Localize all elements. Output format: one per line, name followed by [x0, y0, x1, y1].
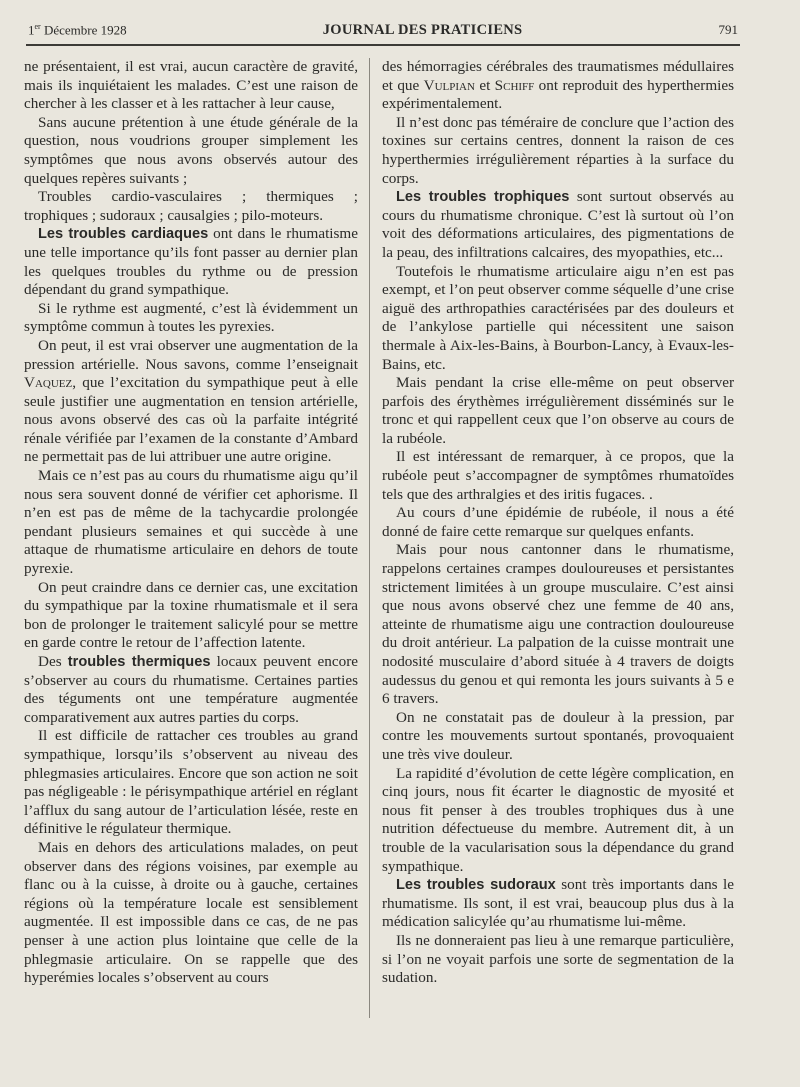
- paragraph: des hémorragies cérébrales des traumatismes médullaires et que Vulpian et Schiff ont reproduit des hyperthermies expérimentalement.: [382, 58, 735, 113]
- paragraph: On peut, il est vrai observer une augmentation de la pression artérielle. Nous savons, comme l’enseignait Vaquez, que l’excitation du sympathique peut à elle seule justifier une augmentation en tension artérielle, nous avons observé des cas où la parfaite intégrité rénale vérifiée par l’examen de la constante d’Ambard ne permettait pas de lui attribuer une autre origine.: [24, 336, 358, 466]
- paragraph: La rapidité d’évolution de cette légère complication, en cinq jours, nous fit écarter le diagnostic de myosité et nous fit penser à des troubles trophiques dus à une nutrition défectueuse du membre. Autrement dit, à un trouble de la vacularisation sous la dépendance du grand sympathique.: [382, 764, 734, 875]
- paragraph: On ne constatait pas de douleur à la pression, par contre les mouvements surtout spontanés, provoquaient une très vive douleur.: [382, 708, 734, 763]
- issue-date: 1er Décembre 1928: [28, 22, 127, 38]
- paragraph: Les troubles cardiaques ont dans le rhumatisme une telle importance qu’ils font passer au dernier plan les quelques troubles du rythme ou de pression dépendant du grand sympathique.: [24, 225, 358, 299]
- paragraph: Mais pour nous cantonner dans le rhumatisme, rappelons certaines crampes douloureuses et persistantes strictement limitées à un groupe musculaire. C’est ainsi que nous avons observé chez une femme de 40 ans, atteinte de rhumatisme aigu une contraction douloureuse du droit antérieur. La palpation de la cuisse montrait une nodosité musculaire d’abord située à 4 travers de doigts audessus du genou et qui remonta les jours suivants à 5 e 6 travers.: [382, 541, 734, 708]
- header-rule: [26, 44, 740, 46]
- paragraph: Les troubles trophiques sont surtout observés au cours du rhumatisme chronique. C’est là surtout où l’on voit des déformations articulaires, des pigmentations de la peau, des infiltrations calcaires, des myopathies, etc...: [382, 188, 735, 261]
- paragraph: Les troubles sudoraux sont très importants dans le rhumatisme. Ils sont, il est vrai, beaucoup plus dus à la médication salicylée qu’au rhumatisme lui-même.: [382, 876, 734, 931]
- paragraph: Sans aucune prétention à une étude générale de la question, nous voudrions grouper simplement les symptômes que nous avons observés autour des quelques repères suivants ;: [24, 113, 358, 187]
- paragraph: Il est difficile de rattacher ces troubles au grand sympathique, lorsqu’ils s’observent au niveau des phlegmasies articulaires. Encore que son action ne soit pas négligeable : le périsympathique artériel en réglant l’afflux du sang autour de l’articulation lésée, reste en définitive le régulateur thermique.: [24, 727, 358, 838]
- run-in-heading-trophiques: Les troubles trophiques: [396, 189, 570, 206]
- page-header: [28, 22, 738, 44]
- author-name: Schiff: [494, 76, 535, 94]
- author-name: Vulpian: [423, 76, 475, 94]
- paragraph: Mais ce n’est pas au cours du rhumatisme aigu qu’il nous sera souvent donné de vérifier cet aphorisme. Il n’en est pas de même de la tachycardie prolongée pendant plusieurs semaines et qui succède à une attaque de rhumatisme articulaire en dehors de toute pyrexie.: [24, 467, 358, 578]
- right-column: [382, 58, 734, 988]
- paragraph: Il n’est donc pas téméraire de conclure que l’action des toxines sur certains centres, donnent la raison de ces hyperthermies irrégulièrement réparties à la surface du corps.: [382, 113, 734, 187]
- paragraph: On peut craindre dans ce dernier cas, une excitation du sympathique par la toxine rhumatismale et il sera bon de prolonger le traitement salicylé pour se mettre en garde contre le retour de l’affection latente.: [24, 578, 358, 652]
- paragraph: Mais en dehors des articulations malades, on peut observer dans des régions voisines, par exemple au flanc ou à la cuisse, à droite ou à gauche, certaines régions où la température locale est sensiblement augmentée. Il est impossible dans ce cas, de ne pas penser à une action plus lointaine que celle de la phlegmasie articulaire. On se rappelle que des hyperémies locales s’observent au cours: [24, 838, 358, 987]
- paragraph: ne présentaient, il est vrai, aucun caractère de gravité, mais ils inquiétaient les malades. C’est une raison de chercher à les classer et à les rattacher à leur cause,: [24, 58, 358, 113]
- paragraph: Des troubles thermiques locaux peuvent encore s’observer au cours du rhumatisme. Certaines parties des téguments ont une température augmentée comparativement aux autres parties du corps.: [24, 653, 359, 726]
- paragraph: Il est intéressant de remarquer, à ce propos, que la rubéole peut s’accompagner de symptômes rhumatoïdes tels que des arthralgies et des iritis fugaces. .: [382, 448, 734, 503]
- paragraph: Au cours d’une épidémie de rubéole, il nous a été donné de faire cette remarque sur quelques enfants.: [382, 504, 734, 540]
- journal-title: JOURNAL DES PRATICIENS: [322, 22, 523, 39]
- column-divider: [369, 58, 370, 1018]
- paragraph: Ils ne donneraient pas lieu à une remarque particulière, si l’on ne voyait parfois une sorte de segmentation de la sudation.: [382, 931, 734, 987]
- run-in-heading-cardiaques: Les troubles cardiaques: [38, 226, 209, 243]
- page-number: 791: [718, 22, 738, 38]
- left-column: [24, 58, 358, 988]
- author-name: Vaquez: [24, 374, 73, 392]
- run-in-heading-thermiques: troubles thermiques: [67, 654, 211, 670]
- paragraph: Mais pendant la crise elle-même on peut observer parfois des érythèmes irrégulièrement disséminés sur le tronc et qui rappellent ceux que l’on observe au cours de la rubéole.: [382, 374, 734, 447]
- paragraph: Troubles cardio-vasculaires ; thermiques ; trophiques ; sudoraux ; causalgies ; pilo-moteurs.: [24, 188, 358, 224]
- paragraph: Si le rythme est augmenté, c’est là évidemment un symptôme commun à toutes les pyrexies.: [24, 299, 358, 336]
- run-in-heading-sudoraux: Les troubles sudoraux: [396, 877, 556, 894]
- paragraph: Toutefois le rhumatisme articulaire aigu n’en est pas exempt, et l’on peut observer comme séquelle d’une crise aiguë des arthropathies caractérisées par des douleurs et de l’ankylose partielle qui nécessitent une saison thermale à Aix-les-Bains, à Bourbon-Lancy, à Evaux-les-Bains, etc.: [382, 262, 734, 373]
